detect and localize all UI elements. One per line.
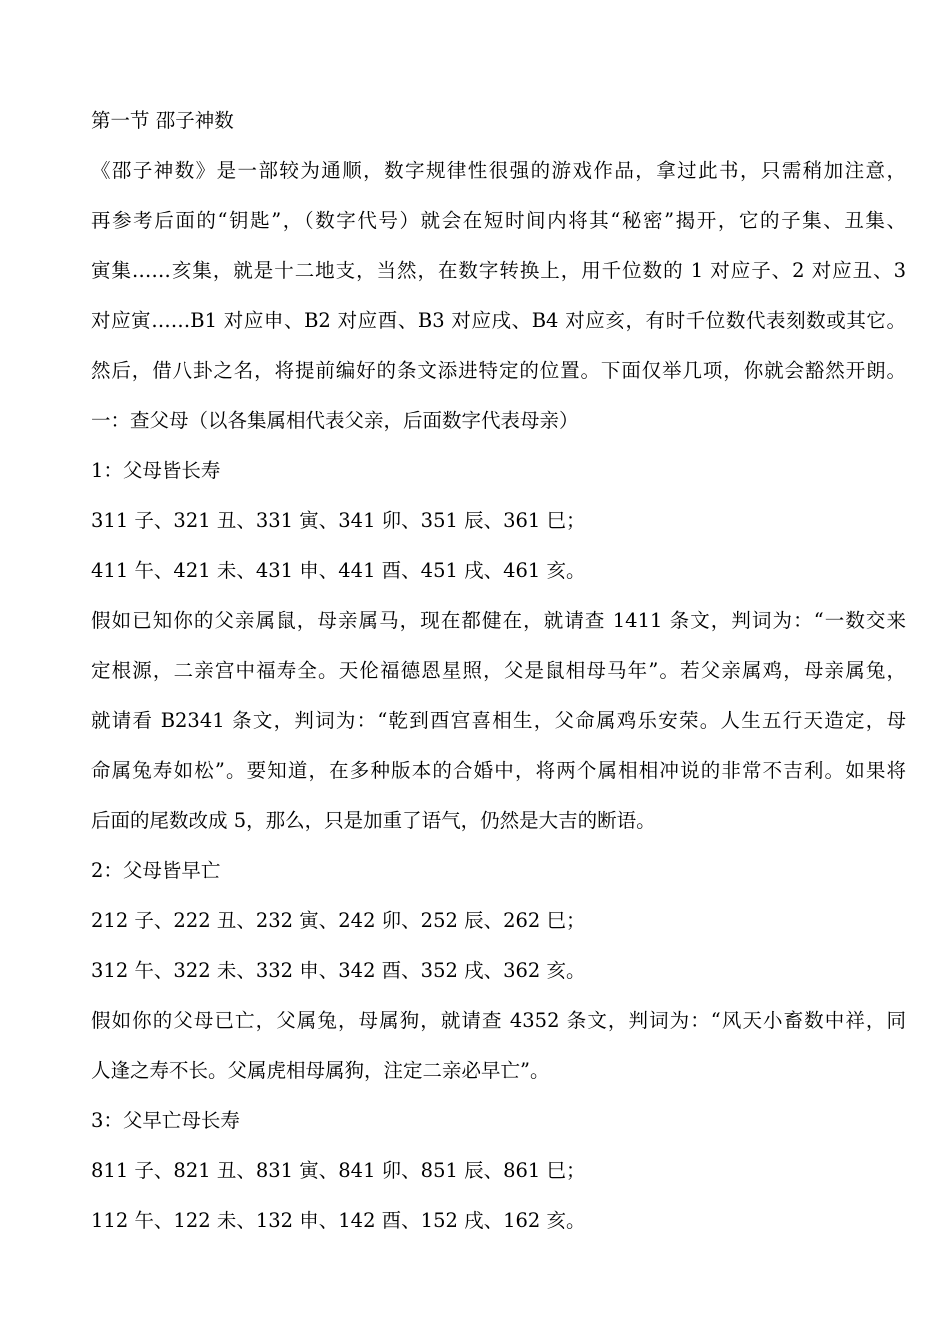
item1-codes-b: 411 午、421 未、431 申、441 酉、451 戌、461 亥。: [91, 559, 586, 582]
item3-codes-b: 112 午、122 未、132 申、142 酉、152 戌、162 亥。: [91, 1209, 586, 1232]
intro-line: 《邵子神数》是一部较为通顺，数字规律性很强的游戏作品，拿过此书，只需稍加注意，: [91, 159, 906, 182]
item2-example: [91, 996, 906, 1096]
document-page: [91, 96, 906, 1246]
intro-line: 然后，借八卦之名，将提前编好的条文添进特定的位置。下面仅举几项，你就会豁然开朗。: [91, 359, 906, 382]
example-line: 假如已知你的父亲属鼠，母亲属马，现在都健在，就请查 1411 条文，判词为：“一数交来: [91, 609, 906, 632]
example-line: 假如你的父母已亡，父属兔，母属狗，就请查 4352 条文，判词为：“风天小畜数中祥，同: [91, 1009, 906, 1032]
example-line: 定根源，二亲宫中福寿全。天伦福德恩星照，父是鼠相母马年”。若父亲属鸡，母亲属兔，: [91, 659, 906, 682]
item1-codes-a: 311 子、321 丑、331 寅、341 卯、351 辰、361 巳；: [91, 509, 586, 532]
item2-title: 2：父母皆早亡: [91, 859, 221, 882]
intro-line: 寅集……亥集，就是十二地支，当然，在数字转换上，用千位数的 1 对应子、2 对应丑、3: [91, 259, 906, 282]
item2-codes-a: 212 子、222 丑、232 寅、242 卯、252 辰、262 巳；: [91, 909, 586, 932]
intro-paragraph: [91, 146, 906, 396]
item1-example: [91, 596, 906, 846]
intro-line: 再参考后面的“钥匙”，（数字代号）就会在短时间内将其“秘密”揭开，它的子集、丑集、: [91, 209, 906, 232]
example-line: 后面的尾数改成 5，那么，只是加重了语气，仍然是大吉的断语。: [91, 809, 656, 832]
item3-title: 3：父早亡母长寿: [91, 1109, 240, 1132]
heading-one: 一：查父母（以各集属相代表父亲，后面数字代表母亲）: [91, 409, 579, 432]
example-line: 人逢之寿不长。父属虎相母属狗，注定二亲必早亡”。: [91, 1059, 550, 1082]
section-title: 第一节 邵子神数: [91, 109, 234, 132]
intro-line: 对应寅……B1 对应申、B2 对应酉、B3 对应戌、B4 对应亥，有时千位数代表刻数或其它。: [91, 309, 906, 332]
example-line: 命属兔寿如松”。要知道，在多种版本的合婚中，将两个属相相冲说的非常不吉利。如果将: [91, 759, 906, 782]
item1-title: 1：父母皆长寿: [91, 459, 221, 482]
item3-codes-a: 811 子、821 丑、831 寅、841 卯、851 辰、861 巳；: [91, 1159, 586, 1182]
item2-codes-b: 312 午、322 未、332 申、342 酉、352 戌、362 亥。: [91, 959, 586, 982]
example-line: 就请看 B2341 条文，判词为：“乾到酉宫喜相生，父命属鸡乐安荣。人生五行天造定，母: [91, 709, 906, 732]
